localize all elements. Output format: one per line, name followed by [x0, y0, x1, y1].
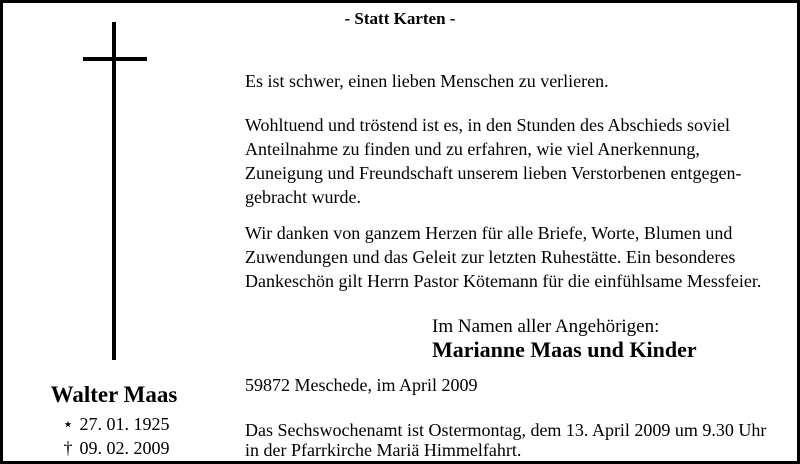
paragraph-3 [245, 221, 790, 293]
header-title: - Statt Karten - [344, 9, 456, 28]
paragraph-line: Zuwendungen und das Geleit zur letzten Ruhestätte. Ein besonderes [245, 247, 736, 267]
signer-name: Marianne Maas und Kinder [432, 337, 697, 362]
closing-line: Im Namen aller Angehörigen: [432, 316, 660, 337]
birth-date-line [61, 412, 170, 436]
deceased-name: Walter Maas [50, 382, 178, 407]
service-notice [245, 420, 795, 460]
paragraph-line: Wohltuend und tröstend ist es, in den Stunden des Abschieds soviel [245, 115, 731, 135]
paragraph-line: Anteilnahme zu finden und zu erfahren, wie viel Anerkennung, [245, 139, 700, 159]
life-dates [61, 412, 170, 460]
paragraph-line: Dankeschön gilt Herrn Pastor Kötemann für die einfühlsame Messfeier. [245, 271, 762, 291]
place-date: 59872 Meschede, im April 2009 [245, 375, 478, 395]
paragraph-line: gebracht wurde. [245, 187, 361, 207]
cross-horizontal-bar [83, 57, 147, 61]
dagger-icon: † [63, 438, 73, 458]
paragraph-1: Es ist schwer, einen lieben Menschen zu verlieren. [245, 71, 609, 91]
cross-vertical-bar [112, 22, 116, 360]
death-date: 09. 02. 2009 [79, 438, 170, 458]
star-icon: ⋆ [62, 414, 74, 434]
birth-date: 27. 01. 1925 [79, 414, 170, 434]
paragraph-line: Zuneigung und Freundschaft unserem lieben Verstorbenen entgegen- [245, 163, 742, 183]
notice-line: Das Sechswochenamt ist Ostermontag, dem 13. April 2009 um 9.30 Uhr [245, 420, 767, 440]
paragraph-line: Wir danken von ganzem Herzen für alle Briefe, Worte, Blumen und [245, 223, 733, 243]
notice-line: in der Pfarrkirche Mariä Himmelfahrt. [245, 440, 522, 460]
paragraph-2 [245, 113, 790, 209]
death-date-line [61, 436, 170, 460]
